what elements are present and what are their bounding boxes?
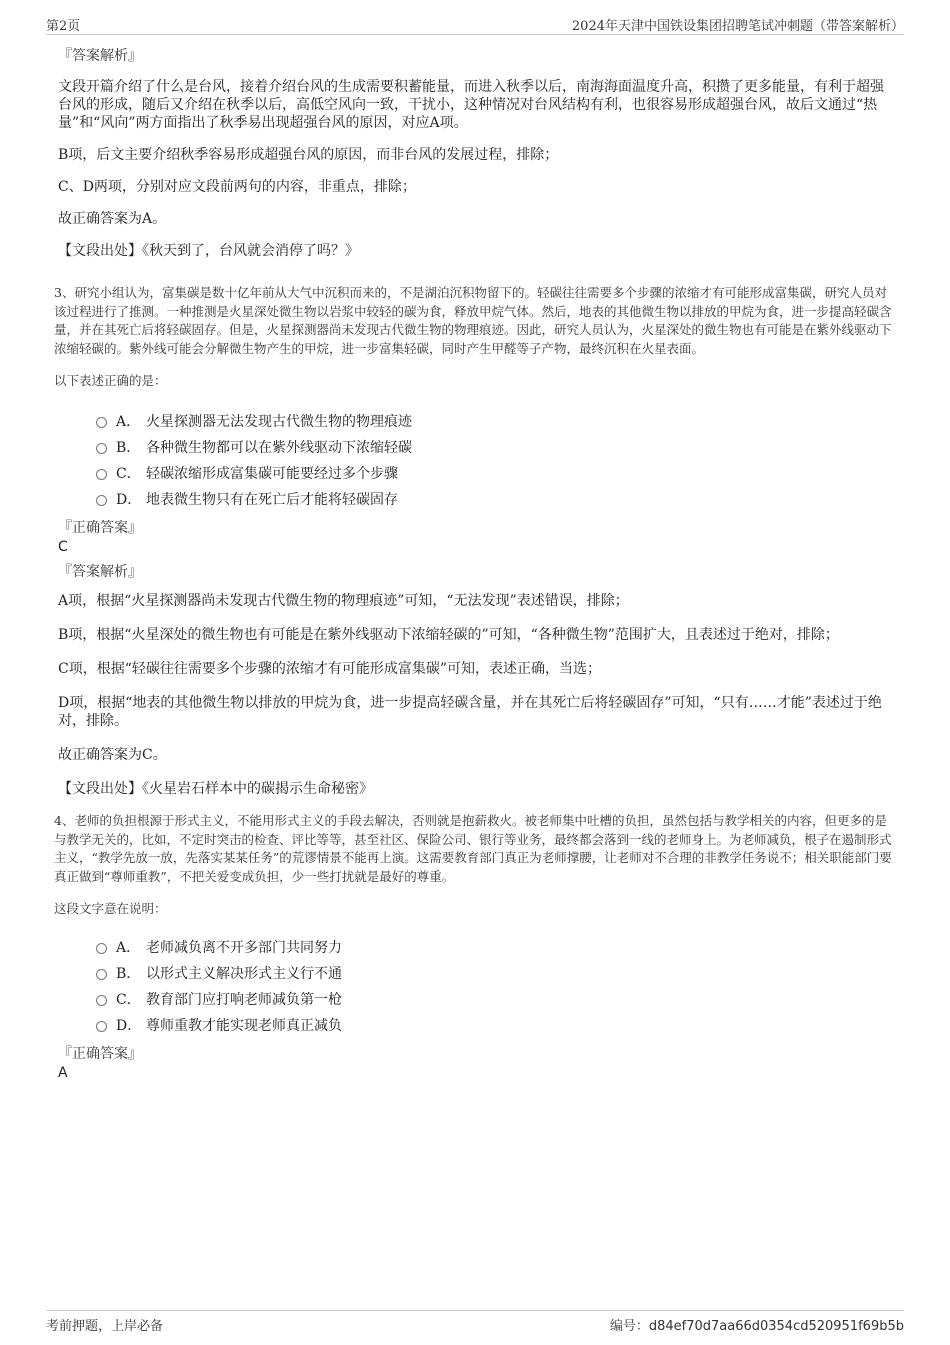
option-c[interactable]: C． 教育部门应打响老师减负第一枪 bbox=[96, 986, 896, 1012]
analysis-label: 『答案解析』 bbox=[58, 48, 142, 64]
page-number: 第2页 bbox=[46, 19, 81, 34]
radio-icon[interactable] bbox=[96, 969, 107, 980]
page-footer bbox=[46, 1310, 904, 1335]
analysis-label: 『答案解析』 bbox=[58, 564, 142, 580]
option-a[interactable]: A． 老师减负离不开多部门共同努力 bbox=[96, 934, 896, 960]
correct-answer-label: 『正确答案』 bbox=[58, 1046, 142, 1062]
radio-icon[interactable] bbox=[96, 943, 107, 954]
question-3-options bbox=[96, 408, 896, 512]
correct-answer-label: 『正确答案』 bbox=[58, 520, 142, 536]
radio-icon[interactable] bbox=[96, 995, 107, 1006]
analysis-paragraph: 故正确答案为C。 bbox=[58, 747, 167, 763]
analysis-paragraph: 文段开篇介绍了什么是台风，接着介绍台风的生成需要积蓄能量，而进入秋季以后，南海海面温度升高，积攒了更多能量，有利于超强台风的形成，随后又介绍在秋季以后，高低空风向一致，干扰小，这种情况对台风结构有利，也很容易形成超强台风，故后文通过“热量”和“风向”两方面指出了秋季易出现超强台风的原因，对应A项。 bbox=[58, 79, 884, 131]
option-b[interactable]: B． 各种微生物都可以在紫外线驱动下浓缩轻碳 bbox=[96, 434, 896, 460]
correct-answer: C bbox=[58, 539, 68, 555]
question-3-prompt: 以下表述正确的是： bbox=[54, 373, 167, 388]
radio-icon[interactable] bbox=[96, 469, 107, 480]
analysis-paragraph: B项，根据“火星深处的微生物也有可能是在紫外线驱动下浓缩轻碳的”可知，“各种微生物”范围扩大，且表述过于绝对，排除； bbox=[58, 627, 839, 643]
text-source: 【文段出处】《火星岩石样本中的碳揭示生命秘密》 bbox=[58, 781, 373, 797]
question-4-options bbox=[96, 934, 896, 1038]
analysis-paragraph: 故正确答案为A。 bbox=[58, 211, 167, 227]
question-3-text: 3、研究小组认为，富集碳是数十亿年前从大气中沉积而来的，不是湖泊沉积物留下的。轻碳往往需要多个步骤的浓缩才有可能形成富集碳，研究人员对该过程进行了推测。一种推测是火星深处微生物以岩浆中较轻的碳为食，释放甲烷气体。然后，地表的其他微生物以排放的甲烷为食，进一步提高轻碳含量，并在其死亡后将轻碳固存。但是，火星探测器尚未发现古代微生物的物理痕迹。因此，研究人员认为，火星深处的微生物也有可能是在紫外线驱动下浓缩轻碳的。紫外线可能会分解微生物产生的甲烷，进一步富集轻碳，同时产生甲醛等子产物，最终沉积在火星表面。 bbox=[54, 285, 892, 356]
analysis-paragraph: C、D两项，分别对应文段前两句的内容，非重点，排除； bbox=[58, 179, 416, 195]
question-4-text: 4、老师的负担根源于形式主义，不能用形式主义的手段去解决，否则就是抱薪救火。被老师集中吐槽的负担，虽然包括与教学相关的内容，但更多的是与教学无关的，比如，不定时突击的检查、评比等等，甚至社区、保险公司、银行等业务，最终都会落到一线的老师身上。为老师减负，根子在遏制形式主义，“教学先放一放，先落实某某任务”的荒谬情景不能再上演。这需要教育部门真正为老师撑腰，让老师对不合理的非教学任务说不；相关职能部门要真正做到“尊师重教”，不把关爱变成负担，少一些打扰就是最好的尊重。 bbox=[54, 813, 892, 884]
radio-icon[interactable] bbox=[96, 495, 107, 506]
correct-answer: A bbox=[58, 1065, 68, 1081]
option-b[interactable]: B． 以形式主义解决形式主义行不通 bbox=[96, 960, 896, 986]
analysis-paragraph: B项，后文主要介绍秋季容易形成超强台风的原因，而非台风的发展过程，排除； bbox=[58, 147, 559, 163]
radio-icon[interactable] bbox=[96, 1021, 107, 1032]
option-d[interactable]: D． 尊师重教才能实现老师真正减负 bbox=[96, 1012, 896, 1038]
radio-icon[interactable] bbox=[96, 417, 107, 428]
radio-icon[interactable] bbox=[96, 443, 107, 454]
analysis-paragraph: C项，根据“轻碳往往需要多个步骤的浓缩才有可能形成富集碳”可知，表述正确，当选； bbox=[58, 661, 602, 677]
analysis-paragraph: D项，根据“地表的其他微生物以排放的甲烷为食，进一步提高轻碳含量，并在其死亡后将轻碳固存”可知，“只有……才能”表述过于绝对，排除。 bbox=[58, 695, 882, 729]
question-4-prompt: 这段文字意在说明： bbox=[54, 901, 167, 916]
page-content bbox=[54, 46, 896, 1086]
analysis-paragraph: A项，根据“火星探测器尚未发现古代微生物的物理痕迹”可知，“无法发现”表述错误，排除； bbox=[58, 593, 629, 609]
footer-slogan: 考前押题，上岸必备 bbox=[46, 1319, 164, 1334]
option-a[interactable]: A． 火星探测器无法发现古代微生物的物理痕迹 bbox=[96, 408, 896, 434]
option-c[interactable]: C． 轻碳浓缩形成富集碳可能要经过多个步骤 bbox=[96, 460, 896, 486]
text-source: 【文段出处】《秋天到了，台风就会消停了吗？》 bbox=[58, 243, 359, 259]
document-code: 编号：d84ef70d7aa66d0354cd520951f69b5b bbox=[609, 1319, 904, 1334]
option-d[interactable]: D． 地表微生物只有在死亡后才能将轻碳固存 bbox=[96, 486, 896, 512]
document-title: 2024年天津中国铁设集团招聘笔试冲刺题（带答案解析） bbox=[571, 19, 904, 34]
page-header bbox=[46, 12, 904, 35]
